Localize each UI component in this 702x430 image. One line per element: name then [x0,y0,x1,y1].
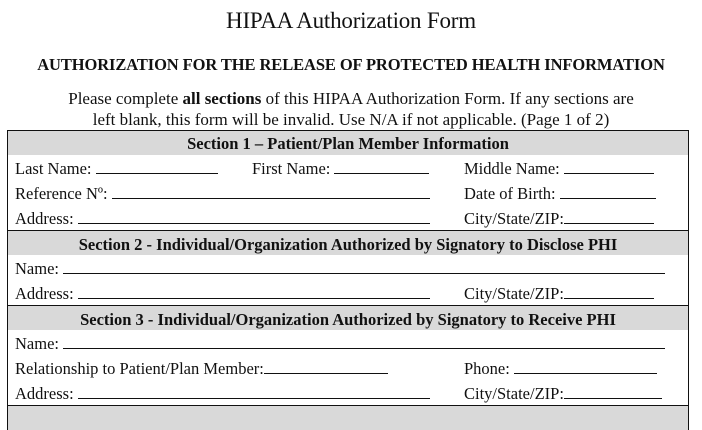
patient-city-state-zip-label: City/State/ZIP: [464,209,564,228]
discloser-name-input[interactable] [63,255,665,274]
instructions-line-1 [0,88,702,109]
section-1-row-address [8,205,688,230]
section-1-row-reference [8,180,688,205]
relationship-label: Relationship to Patient/Plan Member: [15,359,264,378]
date-of-birth-label: Date of Birth: [464,184,556,203]
recipient-name-field[interactable] [15,330,665,358]
form-instructions [0,88,702,130]
discloser-city-state-zip-label: City/State/ZIP: [464,284,564,303]
discloser-address-label: Address: [15,284,74,303]
recipient-address-input[interactable] [78,380,430,399]
discloser-name-label: Name: [15,259,59,278]
reference-number-label: Reference Nº: [15,184,108,203]
section-3-header: Section 3 - Individual/Organization Authorized by Signatory to Receive PHI [8,305,688,330]
last-name-label: Last Name: [15,159,92,178]
section-2-row-name [8,255,688,280]
relationship-input[interactable] [264,355,388,374]
recipient-name-label: Name: [15,334,59,353]
section-1-header: Section 1 – Patient/Plan Member Information [8,131,688,155]
first-name-input[interactable] [334,155,429,174]
recipient-city-state-zip-label: City/State/ZIP: [464,384,564,403]
section-4-header-partial [8,405,688,430]
first-name-label: First Name: [252,159,331,178]
recipient-phone-field[interactable] [464,355,657,383]
authorization-form-table [7,130,689,430]
form-title: HIPAA Authorization Form [226,8,476,33]
discloser-address-input[interactable] [78,280,430,299]
instructions-line-2: left blank, this form will be invalid. Use N/A if not applicable. (Page 1 of 2) [92,110,610,129]
last-name-input[interactable] [96,155,218,174]
recipient-city-state-zip-input[interactable] [564,380,662,399]
patient-address-input[interactable] [78,205,430,224]
patient-city-state-zip-input[interactable] [564,205,654,224]
section-1-row-names [8,155,688,180]
middle-name-input[interactable] [564,155,654,174]
section-2-header: Section 2 - Individual/Organization Authorized by Signatory to Disclose PHI [8,230,688,255]
discloser-address-field[interactable] [15,280,430,308]
middle-name-field[interactable] [464,155,654,183]
discloser-city-state-zip-field[interactable] [464,280,654,308]
patient-address-field[interactable] [15,205,430,233]
form-subtitle: AUTHORIZATION FOR THE RELEASE OF PROTECTED HEALTH INFORMATION [37,55,665,74]
recipient-address-label: Address: [15,384,74,403]
discloser-city-state-zip-input[interactable] [564,280,654,299]
section-3-row-address [8,380,688,405]
patient-city-state-zip-field[interactable] [464,205,654,233]
instructions-prefix: Please complete [68,89,183,108]
recipient-phone-input[interactable] [514,355,657,374]
recipient-address-field[interactable] [15,380,430,408]
recipient-phone-label: Phone: [464,359,510,378]
section-3-row-relationship [8,355,688,380]
relationship-field[interactable] [15,355,388,383]
section-3-row-name [8,330,688,355]
discloser-name-field[interactable] [15,255,665,283]
first-name-field[interactable] [252,155,429,183]
date-of-birth-input[interactable] [560,180,656,199]
last-name-field[interactable] [15,155,218,183]
reference-number-input[interactable] [112,180,430,199]
recipient-city-state-zip-field[interactable] [464,380,662,408]
reference-number-field[interactable] [15,180,430,208]
recipient-name-input[interactable] [63,330,665,349]
date-of-birth-field[interactable] [464,180,656,208]
patient-address-label: Address: [15,209,74,228]
middle-name-label: Middle Name: [464,159,560,178]
instructions-emphasis: all sections [182,89,262,108]
section-2-row-address [8,280,688,305]
instructions-suffix: of this HIPAA Authorization Form. If any sections are [261,89,634,108]
